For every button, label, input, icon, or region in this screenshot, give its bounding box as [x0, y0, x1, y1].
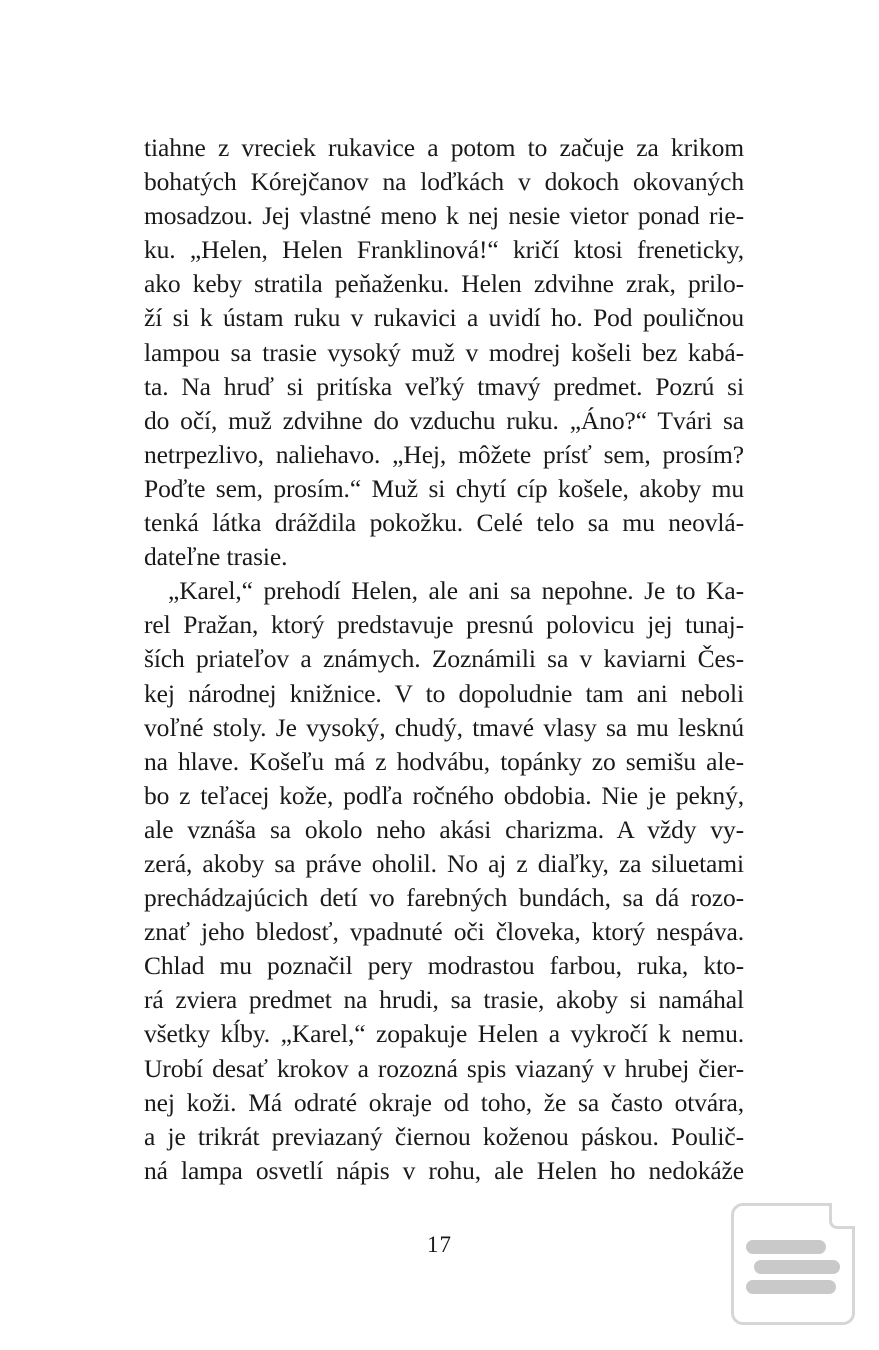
- text-line: rá zviera predmet na hrudi, sa trasie, akoby si namáhal: [144, 985, 744, 1015]
- body-text: [144, 131, 744, 1188]
- text-line: dateľne trasie.: [144, 542, 288, 572]
- text-line: ších priateľov a známych. Zoznámili sa v kaviarni Čes-: [144, 644, 744, 674]
- text-line: ku. „Helen, Helen Franklinová!“ kričí ktosi freneticky,: [144, 235, 744, 265]
- text-line: ako keby stratila peňaženku. Helen zdvihne zrak, prilo-: [144, 269, 744, 299]
- text-line: do očí, muž zdvihne do vzduchu ruku. „Áno?“ Tvári sa: [144, 405, 744, 435]
- text-line: rel Pražan, ktorý predstavuje presnú polovicu jej tunaj-: [144, 610, 744, 640]
- text-line: Urobí desať krokov a rozozná spis viazaný v hrubej čier-: [144, 1053, 744, 1083]
- text-line: ta. Na hruď si pritíska veľký tmavý predmet. Pozrú si: [144, 371, 744, 401]
- text-line: tiahne z vreciek rukavice a potom to začuje za krikom: [144, 133, 744, 162]
- text-line: Chlad mu poznačil pery modrastou farbou, ruka, kto-: [144, 951, 744, 981]
- text-line: lampou sa trasie vysoký muž v modrej košeli bez kabá-: [144, 337, 744, 367]
- text-line: bo z teľacej kože, podľa ročného obdobia. Nie je pekný,: [144, 780, 744, 810]
- text-line: a je trikrát previazaný čiernou koženou páskou. Poulič-: [144, 1121, 744, 1151]
- watermark-bar: [746, 1240, 826, 1254]
- text-line: mosadzou. Jej vlastné meno k nej nesie vietor ponad rie-: [144, 201, 744, 231]
- text-line: nej koži. Má odraté okraje od toho, že sa často otvára,: [144, 1087, 744, 1117]
- text-line: bohatých Kórejčanov na loďkách v dokoch okovaných: [144, 167, 744, 197]
- text-line: kej národnej knižnice. V to dopoludnie tam ani neboli: [144, 678, 744, 708]
- text-line: netrpezlivo, naliehavo. „Hej, môžete prísť sem, prosím?: [144, 439, 744, 469]
- text-line: Poďte sem, prosím.“ Muž si chytí cíp košele, akoby mu: [144, 473, 744, 503]
- text-line: na hlave. Košeľu má z hodvábu, topánky zo semišu ale-: [144, 746, 744, 776]
- text-line: ale vznáša sa okolo neho akási charizma. A vždy vy-: [144, 814, 744, 844]
- watermark-bar: [746, 1280, 836, 1294]
- watermark-bar: [754, 1260, 840, 1274]
- paragraph-first-line: „Karel,“ prehodí Helen, ale ani sa nepohne. Je to Ka-: [168, 576, 744, 606]
- book-stack-icon: [731, 1203, 855, 1325]
- text-line: voľné stoly. Je vysoký, chudý, tmavé vlasy sa mu lesknú: [144, 712, 744, 742]
- text-line: zerá, akoby sa práve oholil. No aj z diaľky, za siluetami: [144, 848, 744, 878]
- page-number: 17: [427, 1232, 452, 1257]
- text-line: ná lampa osvetlí nápis v rohu, ale Helen ho nedokáže: [144, 1155, 744, 1185]
- text-line: všetky kĺby. „Karel,“ zopakuje Helen a vykročí k nemu.: [144, 1019, 744, 1049]
- text-line: znať jeho bledosť, vpadnuté oči človeka, ktorý nespáva.: [144, 917, 744, 947]
- text-line: ží si k ústam ruku v rukavici a uvidí ho. Pod pouličnou: [144, 303, 744, 333]
- watermark-corner: [829, 1203, 855, 1229]
- text-line: tenká látka dráždila pokožku. Celé telo sa mu neovlá-: [144, 508, 744, 538]
- text-line: prechádzajúcich detí vo farebných bundách, sa dá rozo-: [144, 883, 744, 913]
